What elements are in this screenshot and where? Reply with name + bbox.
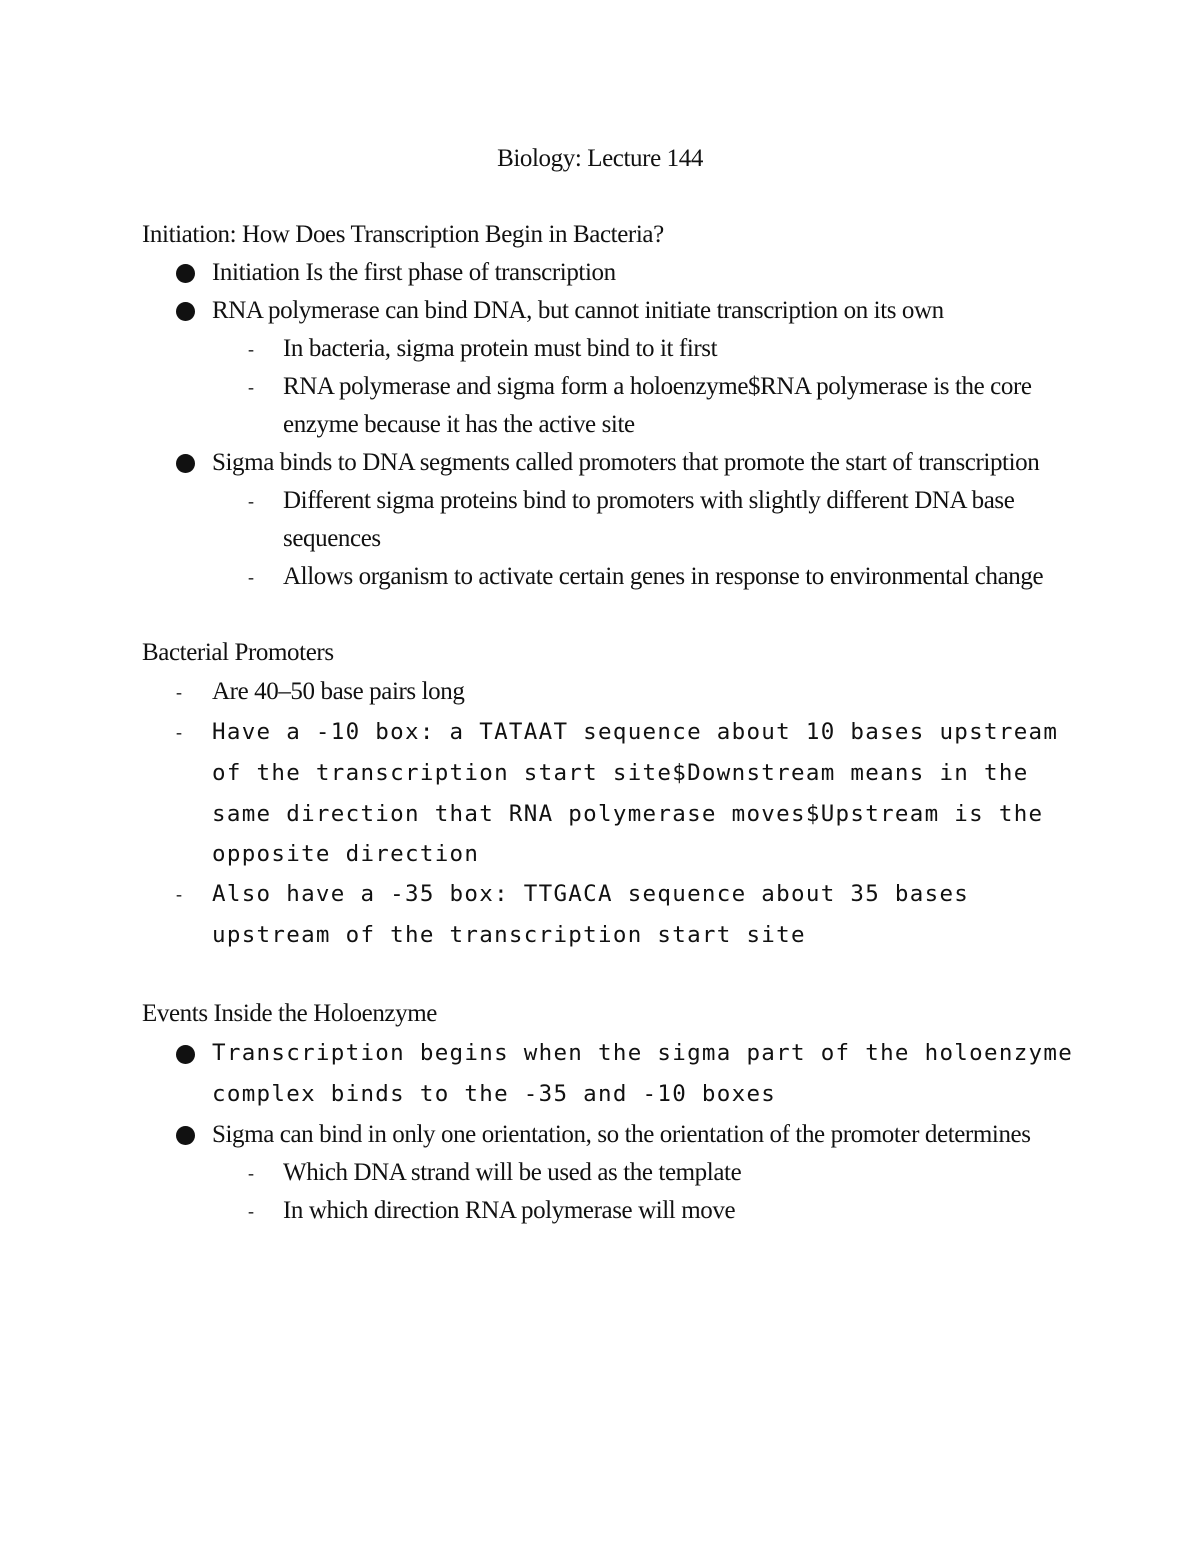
sub-list-item: Allows organism to activate certain genes in response to environmental change bbox=[283, 563, 1044, 590]
dash-marker: - bbox=[248, 1163, 254, 1183]
list-item-continued: opposite direction bbox=[212, 841, 480, 867]
bullet-dot bbox=[176, 1126, 195, 1145]
dash-marker: - bbox=[248, 491, 254, 511]
list-item: Have a -10 box: a TATAAT sequence about 10 bases upstream bbox=[212, 719, 1059, 745]
list-item-continued: complex binds to the -35 and -10 boxes bbox=[212, 1081, 777, 1107]
list-item: Sigma can bind in only one orientation, so the orientation of the promoter determines bbox=[212, 1121, 1031, 1148]
section-heading-promoters: Bacterial Promoters bbox=[142, 639, 334, 666]
dash-marker: - bbox=[176, 884, 182, 904]
list-item: Sigma binds to DNA segments called promoters that promote the start of transcription bbox=[212, 449, 1040, 476]
section-heading-initiation: Initiation: How Does Transcription Begin in Bacteria? bbox=[142, 221, 664, 248]
list-item-continued: of the transcription start site$Downstream means in the bbox=[212, 760, 1029, 786]
sub-list-item-continued: sequences bbox=[283, 525, 381, 552]
page-title: Biology: Lecture 144 bbox=[497, 145, 703, 172]
list-item-continued: same direction that RNA polymerase moves$Upstream is the bbox=[212, 801, 1044, 827]
dash-marker: - bbox=[248, 339, 254, 359]
sub-list-item: Which DNA strand will be used as the template bbox=[283, 1159, 742, 1186]
dash-marker: - bbox=[248, 567, 254, 587]
bullet-dot bbox=[176, 302, 195, 321]
dash-marker: - bbox=[176, 722, 182, 742]
list-item: RNA polymerase can bind DNA, but cannot initiate transcription on its own bbox=[212, 297, 944, 324]
sub-list-item: In which direction RNA polymerase will move bbox=[283, 1197, 736, 1224]
list-item: Are 40–50 base pairs long bbox=[212, 678, 465, 705]
bullet-dot bbox=[176, 454, 195, 473]
list-item: Also have a -35 box: TTGACA sequence about 35 bases bbox=[212, 881, 970, 907]
section-heading-events: Events Inside the Holoenzyme bbox=[142, 1000, 437, 1027]
bullet-dot bbox=[176, 1045, 195, 1064]
sub-list-item: RNA polymerase and sigma form a holoenzyme$RNA polymerase is the core bbox=[283, 373, 1032, 400]
sub-list-item: Different sigma proteins bind to promoters with slightly different DNA base bbox=[283, 487, 1015, 514]
list-item: Initiation Is the first phase of transcription bbox=[212, 259, 616, 286]
bullet-dot bbox=[176, 264, 195, 283]
list-item-continued: upstream of the transcription start site bbox=[212, 922, 806, 948]
dash-marker: - bbox=[248, 1201, 254, 1221]
sub-list-item-continued: enzyme because it has the active site bbox=[283, 411, 635, 438]
dash-marker: - bbox=[248, 377, 254, 397]
list-item: Transcription begins when the sigma part of the holoenzyme bbox=[212, 1040, 1074, 1066]
sub-list-item: In bacteria, sigma protein must bind to it first bbox=[283, 335, 718, 362]
dash-marker: - bbox=[176, 682, 182, 702]
